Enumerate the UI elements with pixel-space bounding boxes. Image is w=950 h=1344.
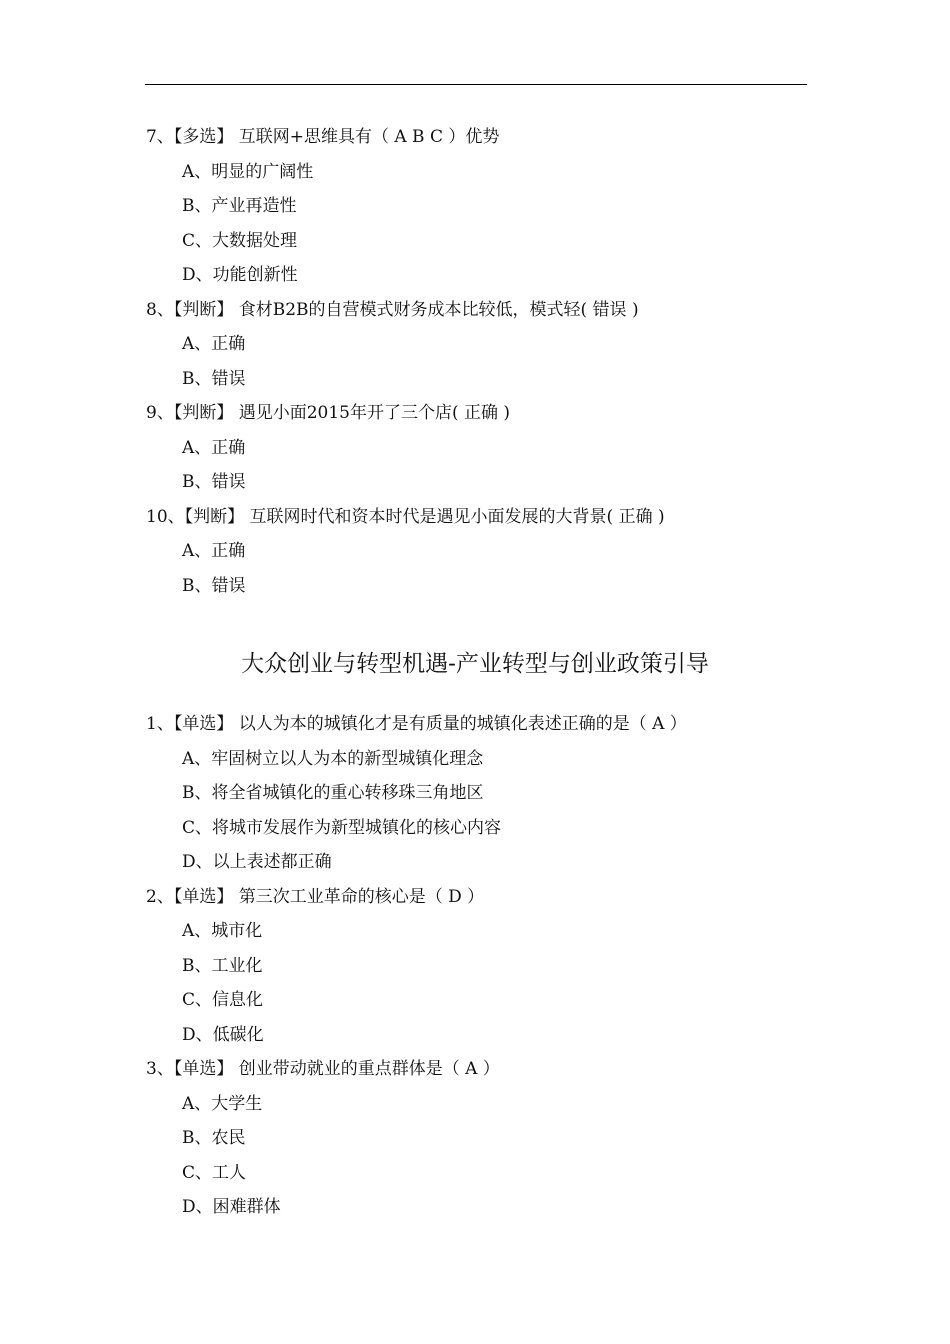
- question-2-option-c: C、信息化: [182, 990, 264, 1010]
- question-9-option-a: A、正确: [182, 437, 246, 458]
- question-2: 2、【单选】 第三次工业革命的核心是（ D ）: [146, 886, 485, 907]
- question-10-option-a: A、正确: [182, 541, 246, 561]
- question-1-option-a: A、牢固树立以人为本的新型城镇化理念: [182, 748, 484, 769]
- question-7: 7、【多选】 互联网+思维具有（ A B C ）优势: [146, 127, 500, 147]
- question-10-option-b: B、错误: [182, 575, 246, 596]
- question-3-option-b: B、农民: [182, 1128, 246, 1148]
- question-7-option-c: C、大数据处理: [182, 230, 298, 251]
- question-9: 9、【判断】 遇见小面2015年开了三个店( 正确 ): [146, 403, 511, 423]
- question-10: 10、【判断】 互联网时代和资本时代是遇见小面发展的大背景( 正确 ): [146, 506, 665, 527]
- question-3-option-c: C、工人: [182, 1162, 247, 1183]
- question-2-option-a: A、城市化: [182, 921, 263, 941]
- section-heading: 大众创业与转型机遇-产业转型与创业政策引导: [241, 651, 709, 677]
- question-1-option-d: D、以上表述都正确: [182, 852, 332, 872]
- question-7-option-b: B、产业再造性: [182, 196, 297, 216]
- question-1: 1、【单选】 以人为本的城镇化才是有质量的城镇化表述正确的是（ A ）: [146, 714, 687, 734]
- question-2-option-b: B、工业化: [182, 955, 263, 976]
- question-section-2: [0, 707, 950, 1225]
- question-3: 3、【单选】 创业带动就业的重点群体是（ A ）: [146, 1059, 500, 1079]
- question-8-option-a: A、正确: [182, 334, 246, 354]
- question-8: 8、【判断】 食材B2B的自营模式财务成本比较低，模式轻( 错误 ): [146, 299, 639, 320]
- question-8-option-b: B、错误: [182, 368, 246, 389]
- question-7-option-d: D、功能创新性: [182, 265, 298, 285]
- question-2-option-d: D、低碳化: [182, 1024, 264, 1045]
- question-3-option-d: D、困难群体: [182, 1197, 281, 1217]
- header-rule: [145, 84, 807, 85]
- question-9-option-b: B、错误: [182, 472, 246, 492]
- question-1-option-c: C、将城市发展作为新型城镇化的核心内容: [182, 817, 502, 838]
- question-1-option-b: B、将全省城镇化的重心转移珠三角地区: [182, 783, 484, 803]
- question-7-option-a: A、明显的广阔性: [182, 161, 314, 182]
- question-section-1: [0, 120, 950, 603]
- question-3-option-a: A、大学生: [182, 1093, 263, 1114]
